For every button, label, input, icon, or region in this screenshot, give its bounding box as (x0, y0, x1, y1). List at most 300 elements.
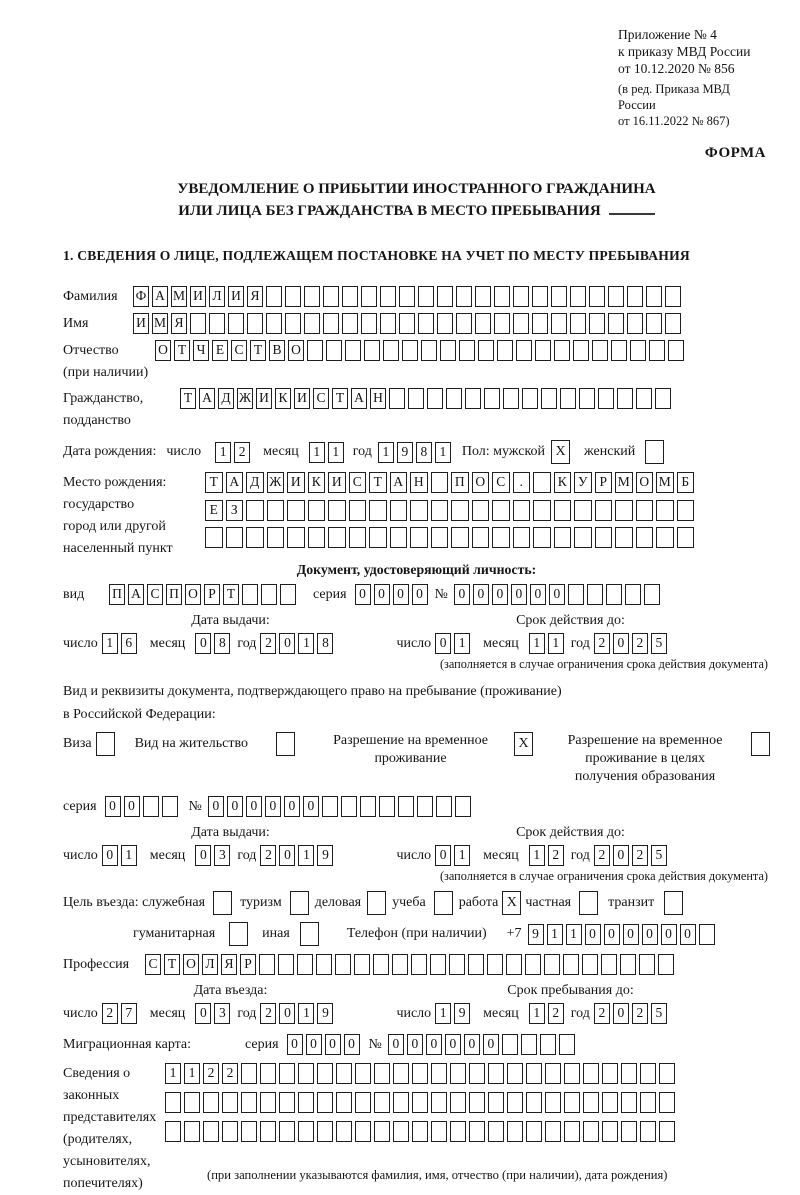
char-cell[interactable] (297, 954, 313, 975)
study-checkbox[interactable] (434, 891, 453, 915)
char-cell[interactable] (260, 1063, 276, 1084)
char-cell[interactable] (468, 954, 484, 975)
char-cell[interactable]: 0 (325, 1034, 341, 1055)
rvp-checkbox[interactable]: X (514, 732, 533, 756)
char-cell[interactable]: Я (247, 286, 263, 307)
char-cell[interactable] (625, 584, 641, 605)
char-cell[interactable] (242, 584, 258, 605)
char-cell[interactable] (545, 1063, 561, 1084)
char-cell[interactable] (279, 1063, 295, 1084)
char-cell[interactable]: А (199, 388, 215, 409)
char-cell[interactable] (307, 340, 323, 361)
char-cell[interactable]: 1 (309, 442, 325, 463)
char-cell[interactable] (513, 286, 529, 307)
char-cell[interactable] (665, 313, 681, 334)
char-cell[interactable] (560, 388, 576, 409)
char-cell[interactable]: М (656, 472, 674, 493)
char-cell[interactable] (507, 1063, 523, 1084)
char-cell[interactable]: Е (212, 340, 228, 361)
char-cell[interactable]: 0 (426, 1034, 442, 1055)
char-cell[interactable] (620, 954, 636, 975)
work-checkbox[interactable]: X (502, 891, 521, 915)
char-cell[interactable] (656, 500, 674, 521)
char-cell[interactable]: Р (595, 472, 613, 493)
char-cell[interactable]: И (328, 472, 346, 493)
char-cell[interactable]: 0 (287, 1034, 303, 1055)
char-cell[interactable] (398, 796, 414, 817)
char-cell[interactable]: Ф (133, 286, 149, 307)
char-cell[interactable]: Ж (237, 388, 253, 409)
char-cell[interactable] (437, 313, 453, 334)
char-cell[interactable]: Д (246, 472, 264, 493)
char-cell[interactable]: О (636, 472, 654, 493)
char-cell[interactable]: 0 (613, 1003, 629, 1024)
char-cell[interactable] (636, 527, 654, 548)
char-cell[interactable] (393, 1121, 409, 1142)
char-cell[interactable] (298, 1092, 314, 1113)
char-cell[interactable] (317, 1092, 333, 1113)
char-cell[interactable]: Ж (267, 472, 285, 493)
char-cell[interactable] (450, 1121, 466, 1142)
char-cell[interactable] (636, 500, 654, 521)
char-cell[interactable] (383, 340, 399, 361)
char-cell[interactable] (516, 340, 532, 361)
humanitarian-checkbox[interactable] (229, 922, 248, 946)
char-cell[interactable] (507, 1121, 523, 1142)
char-cell[interactable] (469, 1092, 485, 1113)
char-cell[interactable] (399, 313, 415, 334)
char-cell[interactable]: 0 (124, 796, 140, 817)
char-cell[interactable] (513, 500, 531, 521)
char-cell[interactable]: И (294, 388, 310, 409)
char-cell[interactable]: 0 (195, 1003, 211, 1024)
char-cell[interactable] (526, 1121, 542, 1142)
char-cell[interactable]: А (128, 584, 144, 605)
char-cell[interactable]: С (349, 472, 367, 493)
char-cell[interactable] (564, 1121, 580, 1142)
char-cell[interactable] (259, 954, 275, 975)
char-cell[interactable] (260, 1092, 276, 1113)
char-cell[interactable]: О (472, 472, 490, 493)
char-cell[interactable]: 0 (344, 1034, 360, 1055)
char-cell[interactable]: У (574, 472, 592, 493)
char-cell[interactable]: 1 (328, 442, 344, 463)
char-cell[interactable] (535, 340, 551, 361)
char-cell[interactable]: 1 (548, 633, 564, 654)
char-cell[interactable] (279, 1092, 295, 1113)
char-cell[interactable]: 0 (613, 845, 629, 866)
char-cell[interactable] (203, 1121, 219, 1142)
char-cell[interactable] (522, 388, 538, 409)
char-cell[interactable] (598, 388, 614, 409)
char-cell[interactable]: В (269, 340, 285, 361)
char-cell[interactable]: 1 (121, 845, 137, 866)
char-cell[interactable] (450, 1092, 466, 1113)
char-cell[interactable]: 5 (651, 845, 667, 866)
char-cell[interactable]: 1 (165, 1063, 181, 1084)
char-cell[interactable]: 0 (445, 1034, 461, 1055)
char-cell[interactable] (488, 1121, 504, 1142)
char-cell[interactable] (418, 286, 434, 307)
char-cell[interactable] (328, 527, 346, 548)
char-cell[interactable] (241, 1063, 257, 1084)
char-cell[interactable] (355, 1063, 371, 1084)
char-cell[interactable] (602, 1063, 618, 1084)
char-cell[interactable] (369, 500, 387, 521)
char-cell[interactable] (349, 500, 367, 521)
char-cell[interactable] (369, 527, 387, 548)
char-cell[interactable]: Е (205, 500, 223, 521)
char-cell[interactable]: 0 (483, 1034, 499, 1055)
char-cell[interactable] (430, 954, 446, 975)
char-cell[interactable]: 0 (105, 796, 121, 817)
char-cell[interactable] (568, 584, 584, 605)
char-cell[interactable]: 3 (214, 845, 230, 866)
char-cell[interactable]: Т (180, 388, 196, 409)
char-cell[interactable]: А (226, 472, 244, 493)
char-cell[interactable] (285, 286, 301, 307)
char-cell[interactable]: 0 (473, 584, 489, 605)
char-cell[interactable]: Я (171, 313, 187, 334)
char-cell[interactable] (545, 1121, 561, 1142)
char-cell[interactable]: 1 (435, 442, 451, 463)
char-cell[interactable] (533, 500, 551, 521)
char-cell[interactable]: 0 (195, 845, 211, 866)
char-cell[interactable] (525, 954, 541, 975)
char-cell[interactable] (456, 286, 472, 307)
char-cell[interactable]: 3 (214, 1003, 230, 1024)
char-cell[interactable]: О (288, 340, 304, 361)
char-cell[interactable] (267, 527, 285, 548)
char-cell[interactable] (521, 1034, 537, 1055)
char-cell[interactable]: Д (218, 388, 234, 409)
char-cell[interactable] (513, 313, 529, 334)
char-cell[interactable] (533, 472, 551, 493)
char-cell[interactable] (655, 388, 671, 409)
char-cell[interactable] (640, 1063, 656, 1084)
char-cell[interactable]: 2 (632, 633, 648, 654)
char-cell[interactable]: И (256, 388, 272, 409)
char-cell[interactable] (475, 313, 491, 334)
char-cell[interactable] (427, 388, 443, 409)
char-cell[interactable] (246, 527, 264, 548)
business-checkbox[interactable] (367, 891, 386, 915)
char-cell[interactable] (287, 500, 305, 521)
char-cell[interactable] (589, 313, 605, 334)
char-cell[interactable] (677, 500, 695, 521)
char-cell[interactable]: 1 (529, 1003, 545, 1024)
char-cell[interactable]: 1 (298, 633, 314, 654)
char-cell[interactable] (583, 1063, 599, 1084)
char-cell[interactable] (342, 286, 358, 307)
char-cell[interactable] (389, 388, 405, 409)
char-cell[interactable]: С (492, 472, 510, 493)
char-cell[interactable]: 0 (435, 845, 451, 866)
char-cell[interactable]: 0 (511, 584, 527, 605)
char-cell[interactable] (450, 1063, 466, 1084)
char-cell[interactable] (317, 1121, 333, 1142)
char-cell[interactable] (595, 527, 613, 548)
char-cell[interactable]: 9 (397, 442, 413, 463)
char-cell[interactable] (554, 500, 572, 521)
female-checkbox[interactable] (645, 440, 664, 464)
char-cell[interactable] (564, 1092, 580, 1113)
char-cell[interactable]: 8 (416, 442, 432, 463)
char-cell[interactable]: И (228, 286, 244, 307)
char-cell[interactable]: 1 (566, 924, 582, 945)
tourism-checkbox[interactable] (290, 891, 309, 915)
char-cell[interactable] (418, 313, 434, 334)
char-cell[interactable]: 0 (393, 584, 409, 605)
char-cell[interactable]: 0 (613, 633, 629, 654)
char-cell[interactable]: 2 (548, 845, 564, 866)
char-cell[interactable] (639, 954, 655, 975)
official-checkbox[interactable] (213, 891, 232, 915)
char-cell[interactable] (459, 340, 475, 361)
transit-checkbox[interactable] (664, 891, 683, 915)
char-cell[interactable]: О (185, 584, 201, 605)
char-cell[interactable] (278, 954, 294, 975)
char-cell[interactable] (587, 584, 603, 605)
char-cell[interactable] (574, 527, 592, 548)
char-cell[interactable]: 1 (184, 1063, 200, 1084)
char-cell[interactable]: 2 (260, 1003, 276, 1024)
char-cell[interactable] (563, 954, 579, 975)
char-cell[interactable] (677, 527, 695, 548)
char-cell[interactable] (436, 796, 452, 817)
char-cell[interactable] (592, 340, 608, 361)
char-cell[interactable] (492, 500, 510, 521)
char-cell[interactable] (492, 527, 510, 548)
char-cell[interactable] (451, 500, 469, 521)
char-cell[interactable] (360, 796, 376, 817)
char-cell[interactable]: 1 (547, 924, 563, 945)
char-cell[interactable]: Н (410, 472, 428, 493)
char-cell[interactable] (583, 1092, 599, 1113)
char-cell[interactable] (393, 1092, 409, 1113)
char-cell[interactable]: 0 (279, 1003, 295, 1024)
char-cell[interactable] (573, 340, 589, 361)
char-cell[interactable] (364, 340, 380, 361)
char-cell[interactable] (478, 340, 494, 361)
char-cell[interactable]: 0 (407, 1034, 423, 1055)
char-cell[interactable]: 1 (378, 442, 394, 463)
char-cell[interactable] (209, 313, 225, 334)
char-cell[interactable] (601, 954, 617, 975)
char-cell[interactable] (472, 500, 490, 521)
char-cell[interactable]: К (308, 472, 326, 493)
char-cell[interactable] (266, 313, 282, 334)
char-cell[interactable]: 2 (594, 845, 610, 866)
char-cell[interactable] (280, 584, 296, 605)
char-cell[interactable] (342, 313, 358, 334)
char-cell[interactable]: 0 (661, 924, 677, 945)
char-cell[interactable]: Р (204, 584, 220, 605)
char-cell[interactable] (304, 313, 320, 334)
char-cell[interactable] (336, 1063, 352, 1084)
char-cell[interactable] (267, 500, 285, 521)
char-cell[interactable] (582, 954, 598, 975)
char-cell[interactable] (380, 313, 396, 334)
char-cell[interactable]: 0 (279, 633, 295, 654)
char-cell[interactable] (559, 1034, 575, 1055)
char-cell[interactable] (507, 1092, 523, 1113)
char-cell[interactable] (608, 286, 624, 307)
char-cell[interactable] (540, 1034, 556, 1055)
char-cell[interactable] (410, 527, 428, 548)
char-cell[interactable]: 0 (306, 1034, 322, 1055)
char-cell[interactable]: 8 (214, 633, 230, 654)
char-cell[interactable] (412, 1121, 428, 1142)
char-cell[interactable]: 6 (121, 633, 137, 654)
char-cell[interactable]: Л (202, 954, 218, 975)
char-cell[interactable] (699, 924, 715, 945)
char-cell[interactable] (541, 388, 557, 409)
char-cell[interactable] (513, 527, 531, 548)
char-cell[interactable]: К (275, 388, 291, 409)
rvp-edu-checkbox[interactable] (751, 732, 770, 756)
char-cell[interactable]: Я (221, 954, 237, 975)
char-cell[interactable] (551, 313, 567, 334)
char-cell[interactable]: С (231, 340, 247, 361)
char-cell[interactable] (308, 527, 326, 548)
char-cell[interactable] (402, 340, 418, 361)
char-cell[interactable] (668, 340, 684, 361)
char-cell[interactable] (615, 527, 633, 548)
char-cell[interactable]: А (351, 388, 367, 409)
char-cell[interactable] (323, 286, 339, 307)
char-cell[interactable] (260, 1121, 276, 1142)
char-cell[interactable] (665, 286, 681, 307)
char-cell[interactable] (261, 584, 277, 605)
char-cell[interactable]: 0 (227, 796, 243, 817)
char-cell[interactable]: 2 (594, 633, 610, 654)
char-cell[interactable] (640, 1092, 656, 1113)
char-cell[interactable] (649, 340, 665, 361)
char-cell[interactable]: Т (223, 584, 239, 605)
char-cell[interactable] (526, 1092, 542, 1113)
char-cell[interactable] (621, 1092, 637, 1113)
char-cell[interactable] (184, 1121, 200, 1142)
char-cell[interactable]: Т (250, 340, 266, 361)
char-cell[interactable] (410, 500, 428, 521)
char-cell[interactable] (437, 286, 453, 307)
char-cell[interactable]: 7 (121, 1003, 137, 1024)
char-cell[interactable] (316, 954, 332, 975)
char-cell[interactable]: Б (677, 472, 695, 493)
char-cell[interactable] (469, 1063, 485, 1084)
char-cell[interactable] (554, 527, 572, 548)
char-cell[interactable]: 1 (298, 1003, 314, 1024)
char-cell[interactable]: 1 (435, 1003, 451, 1024)
char-cell[interactable] (611, 340, 627, 361)
char-cell[interactable] (621, 1063, 637, 1084)
char-cell[interactable] (602, 1121, 618, 1142)
char-cell[interactable] (451, 527, 469, 548)
char-cell[interactable] (373, 954, 389, 975)
char-cell[interactable] (228, 313, 244, 334)
char-cell[interactable] (431, 527, 449, 548)
char-cell[interactable]: 2 (260, 633, 276, 654)
char-cell[interactable]: Т (174, 340, 190, 361)
char-cell[interactable]: М (152, 313, 168, 334)
char-cell[interactable] (621, 1121, 637, 1142)
char-cell[interactable] (165, 1121, 181, 1142)
char-cell[interactable]: . (513, 472, 531, 493)
char-cell[interactable] (658, 954, 674, 975)
char-cell[interactable] (247, 313, 263, 334)
char-cell[interactable] (455, 796, 471, 817)
char-cell[interactable] (374, 1121, 390, 1142)
char-cell[interactable] (431, 1121, 447, 1142)
char-cell[interactable] (659, 1063, 675, 1084)
char-cell[interactable]: 1 (529, 845, 545, 866)
char-cell[interactable] (393, 1063, 409, 1084)
char-cell[interactable]: 0 (680, 924, 696, 945)
char-cell[interactable] (532, 313, 548, 334)
vnzh-checkbox[interactable] (276, 732, 295, 756)
char-cell[interactable] (411, 954, 427, 975)
char-cell[interactable] (554, 340, 570, 361)
char-cell[interactable] (589, 286, 605, 307)
char-cell[interactable] (408, 388, 424, 409)
char-cell[interactable]: 1 (298, 845, 314, 866)
char-cell[interactable]: И (133, 313, 149, 334)
char-cell[interactable]: 0 (303, 796, 319, 817)
char-cell[interactable]: 8 (317, 633, 333, 654)
char-cell[interactable] (494, 286, 510, 307)
char-cell[interactable] (484, 388, 500, 409)
char-cell[interactable]: 0 (530, 584, 546, 605)
private-checkbox[interactable] (579, 891, 598, 915)
char-cell[interactable] (564, 1063, 580, 1084)
char-cell[interactable]: 0 (265, 796, 281, 817)
char-cell[interactable] (390, 500, 408, 521)
char-cell[interactable] (335, 954, 351, 975)
char-cell[interactable]: 0 (492, 584, 508, 605)
char-cell[interactable] (497, 340, 513, 361)
char-cell[interactable]: Р (240, 954, 256, 975)
char-cell[interactable]: С (145, 954, 161, 975)
char-cell[interactable] (431, 500, 449, 521)
char-cell[interactable] (390, 527, 408, 548)
char-cell[interactable] (241, 1121, 257, 1142)
char-cell[interactable] (246, 500, 264, 521)
char-cell[interactable] (355, 1092, 371, 1113)
char-cell[interactable] (469, 1121, 485, 1142)
char-cell[interactable]: А (390, 472, 408, 493)
char-cell[interactable]: И (190, 286, 206, 307)
char-cell[interactable]: 5 (651, 633, 667, 654)
char-cell[interactable] (143, 796, 159, 817)
char-cell[interactable] (361, 286, 377, 307)
char-cell[interactable] (226, 527, 244, 548)
char-cell[interactable] (472, 527, 490, 548)
char-cell[interactable]: 0 (435, 633, 451, 654)
char-cell[interactable] (421, 340, 437, 361)
char-cell[interactable]: 9 (454, 1003, 470, 1024)
char-cell[interactable] (304, 286, 320, 307)
char-cell[interactable] (345, 340, 361, 361)
char-cell[interactable]: 0 (642, 924, 658, 945)
char-cell[interactable]: 0 (464, 1034, 480, 1055)
char-cell[interactable]: 2 (234, 442, 250, 463)
char-cell[interactable] (570, 286, 586, 307)
char-cell[interactable] (627, 286, 643, 307)
char-cell[interactable] (615, 500, 633, 521)
char-cell[interactable]: 0 (604, 924, 620, 945)
char-cell[interactable]: Т (369, 472, 387, 493)
